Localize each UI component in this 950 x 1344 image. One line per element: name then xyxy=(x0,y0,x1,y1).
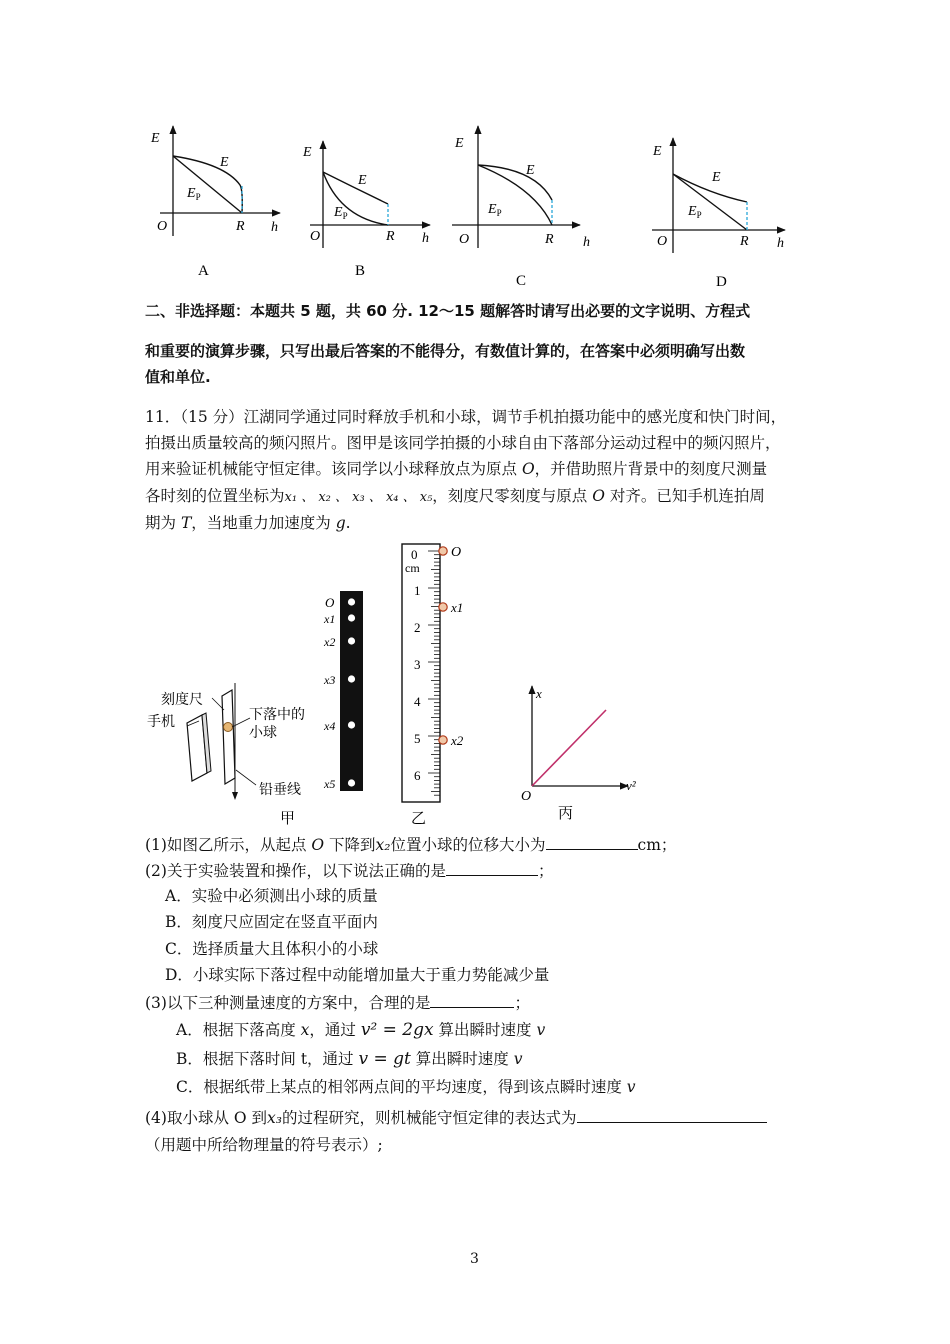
svg-text:x4: x4 xyxy=(324,719,336,733)
svg-text:3: 3 xyxy=(414,657,421,672)
svg-text:2: 2 xyxy=(414,620,421,635)
section2-line3: 值和单位. xyxy=(145,368,211,386)
plumb-line-label: 铅垂线 xyxy=(259,783,301,798)
curve-ep-label: $E_P$ xyxy=(187,186,201,202)
svg-text:x1: x1 xyxy=(324,612,336,626)
fig-yi-ruler xyxy=(402,544,464,827)
svg-text:O: O xyxy=(521,789,532,804)
origin-label: O xyxy=(157,219,168,234)
unit-cm: cm xyxy=(405,561,420,575)
sub2-option-a: A．实验中必须测出小球的质量 xyxy=(165,887,378,905)
section2-heading: 二、非选择题：本题共 5 题，共 60 分. 12～15 题解答时请写出必要的文字说明、方程式 xyxy=(145,302,751,320)
page-number: 3 xyxy=(470,1251,479,1267)
ball-label-1: 下落中的 xyxy=(249,708,305,723)
svg-text:0: 0 xyxy=(411,547,418,562)
svg-text:O: O xyxy=(325,595,335,610)
option-b-label: B xyxy=(355,263,366,279)
svg-text:R: R xyxy=(545,232,554,247)
svg-text:5: 5 xyxy=(414,731,421,746)
svg-text:E: E xyxy=(712,170,721,185)
sub1: (1)如图乙所示，从起点 O 下降到x₂位置小球的位移大小为 cm； xyxy=(145,833,676,856)
q11-line5: 期为 T，当地重力加速度为 g. xyxy=(145,514,351,532)
svg-text:EP: $E_P$ xyxy=(334,205,348,221)
ruler-label: 刻度尺 xyxy=(161,693,203,708)
graph-d xyxy=(652,138,785,253)
svg-text:E: E xyxy=(653,144,662,159)
sub2-option-c: C．选择质量大且体积小的小球 xyxy=(165,940,379,958)
fig-bing-caption: 丙 xyxy=(558,806,574,822)
svg-text:v²: v² xyxy=(626,778,636,793)
svg-text:E: E xyxy=(526,163,535,178)
option-d-label: D xyxy=(716,274,727,290)
answer-blank-1[interactable] xyxy=(546,833,638,850)
svg-text:1: 1 xyxy=(414,583,421,598)
r-label: R xyxy=(236,219,245,234)
q11-line2: 拍摄出质量较高的频闪照片。图甲是该同学拍摄的小球自由下落部分运动过程中的频闪照片， xyxy=(145,434,781,452)
axis-e-label: E xyxy=(151,131,160,146)
svg-text:x5: x5 xyxy=(324,777,336,791)
q11-line4: 各时刻的位置坐标为x₁ 、 x₂ 、 x₃ 、 x₄ 、 x₅，刻度尺零刻度与原点 O 对齐。已知手机连拍周 xyxy=(145,487,765,505)
answer-blank-4[interactable] xyxy=(577,1106,767,1123)
answer-blank-2[interactable] xyxy=(446,859,538,876)
energy-graphs xyxy=(140,118,820,298)
svg-text:O: O xyxy=(657,234,668,249)
svg-text:x: x xyxy=(536,686,542,701)
svg-text:h: h xyxy=(583,235,590,250)
fig-yi-caption: 乙 xyxy=(411,811,427,827)
q11-line1: 11．（15 分）江湖同学通过同时释放手机和小球，调节手机拍摄功能中的感光度和快门时间， xyxy=(145,408,787,426)
sub3-option-c: C．根据纸带上某点的相邻两点间的平均速度，得到该点瞬时速度 v xyxy=(176,1078,636,1096)
option-c-label: C xyxy=(516,273,527,289)
svg-text:EP: $E_P$ xyxy=(688,204,702,220)
fig-bing-graph xyxy=(521,686,637,822)
svg-text:E: E xyxy=(358,173,367,188)
ball-label-2: 小球 xyxy=(249,726,277,741)
sub2-option-b: B．刻度尺应固定在竖直平面内 xyxy=(165,913,378,931)
svg-text:O: O xyxy=(451,545,462,560)
sub4: (4)取小球从 O 到x₃的过程研究，则机械能守恒定律的表达式为 xyxy=(145,1106,767,1129)
svg-text:x3: x3 xyxy=(324,673,336,687)
svg-text:x2: x2 xyxy=(451,733,464,748)
option-a-label: A xyxy=(198,263,209,279)
sub2-option-d: D．小球实际下落过程中动能增加量大于重力势能减少量 xyxy=(165,966,550,984)
graph-b xyxy=(302,141,430,248)
phone-label: 手机 xyxy=(147,715,175,730)
svg-text:E: E xyxy=(303,145,312,160)
sub3-stem: (3)以下三种测量速度的方案中，合理的是 ； xyxy=(145,991,530,1014)
section2-line2: 和重要的演算步骤，只写出最后答案的不能得分，有数值计算的，在答案中必须明确写出数 xyxy=(145,342,746,360)
answer-blank-3[interactable] xyxy=(430,991,514,1008)
q11-line3: 用来验证机械能守恒定律。该同学以小球释放点为原点 O，并借助照片背景中的刻度尺测量 xyxy=(145,460,768,478)
svg-text:R: R xyxy=(386,229,395,244)
fig-jia-apparatus xyxy=(147,683,305,827)
sub2-stem: (2)关于实验装置和操作，以下说法正确的是 ； xyxy=(145,859,553,882)
svg-text:R: R xyxy=(740,234,749,249)
svg-text:EP: $E_P$ xyxy=(488,202,502,218)
svg-text:O: O xyxy=(310,229,321,244)
graph-a xyxy=(150,126,280,236)
sub3-option-a: A．根据下落高度 x，通过 v² = 2gx 算出瞬时速度 v xyxy=(176,1020,546,1040)
svg-text:x1: x1 xyxy=(451,600,464,615)
svg-text:4: 4 xyxy=(414,694,421,709)
sub3-option-b: B．根据下落时间 t，通过 v = gt 算出瞬时速度 v xyxy=(176,1049,523,1069)
curve-e-label: E xyxy=(220,155,229,170)
flash-photo-strip xyxy=(323,591,363,791)
sub4-note: （用题中所给物理量的符号表示）; xyxy=(145,1136,383,1154)
experiment-figures xyxy=(140,538,660,828)
graph-c xyxy=(452,126,590,250)
axis-h-label: h xyxy=(271,220,278,235)
svg-text:E: E xyxy=(455,136,464,151)
svg-text:h: h xyxy=(422,231,429,246)
svg-text:x2: x2 xyxy=(324,635,336,649)
svg-text:6: 6 xyxy=(414,768,421,783)
fig-jia-caption: 甲 xyxy=(280,811,296,827)
svg-text:O: O xyxy=(459,232,470,247)
svg-text:h: h xyxy=(777,236,784,251)
